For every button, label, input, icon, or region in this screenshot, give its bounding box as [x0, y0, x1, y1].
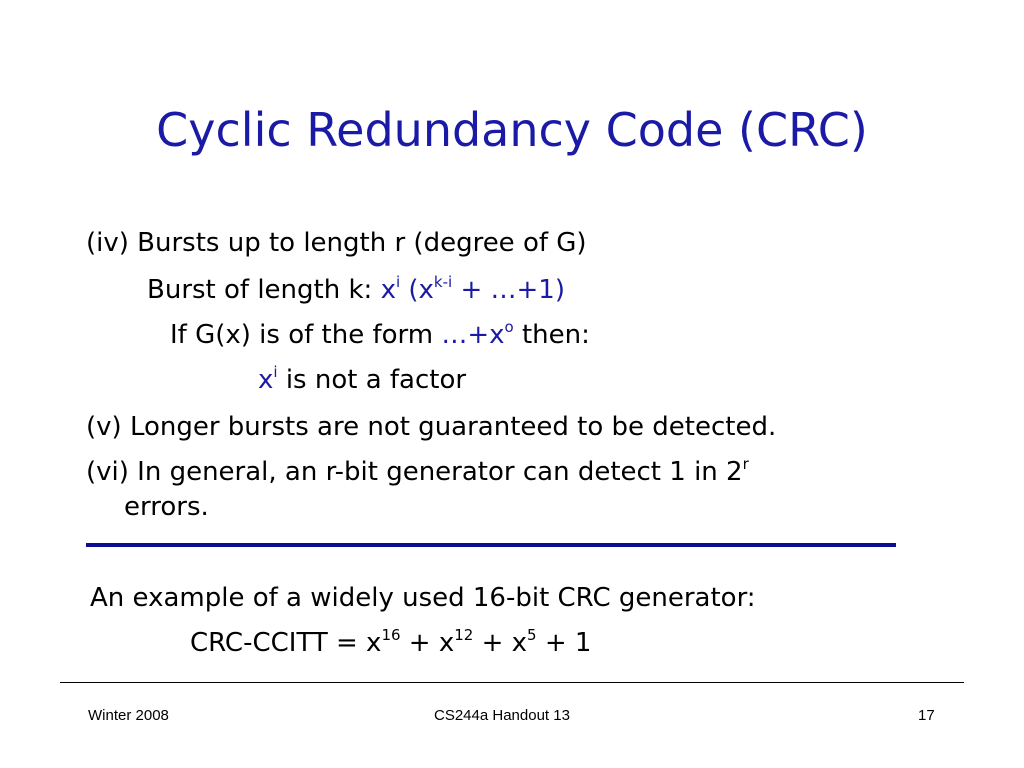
not-factor-text: is not a factor	[277, 365, 467, 395]
burst-exponent-ki: k-i	[433, 273, 453, 291]
crc-exponent-5: 5	[527, 626, 537, 644]
crc-term-plus-2: + x	[473, 628, 528, 658]
generator-form-line	[170, 319, 590, 351]
not-factor-exponent: i	[273, 363, 278, 381]
burst-length-line	[147, 274, 565, 306]
example-intro: An example of a widely used 16-bit CRC generator:	[90, 583, 756, 613]
bullet-vi-exponent: r	[742, 455, 749, 473]
burst-length-label: Burst of length k:	[147, 275, 381, 305]
footer-handout: CS244a Handout 13	[434, 707, 570, 724]
bullet-vi	[86, 456, 749, 488]
crc-term-constant: + 1	[536, 628, 592, 658]
crc-term-plus-1: + x	[400, 628, 455, 658]
burst-rest: + …+1)	[452, 275, 565, 305]
burst-x: x	[380, 275, 396, 305]
burst-paren: (x	[400, 275, 434, 305]
crc-exponent-12: 12	[454, 626, 474, 644]
generator-form-then: then:	[513, 320, 590, 350]
crc-ccitt-formula	[190, 627, 591, 659]
bullet-vi-continuation: errors.	[124, 492, 209, 522]
bullet-vi-text: (vi) In general, an r-bit generator can detect 1 in 2	[86, 457, 743, 487]
not-factor-x: x	[258, 365, 274, 395]
slide-title: Cyclic Redundancy Code (CRC)	[156, 103, 868, 157]
crc-exponent-16: 16	[381, 626, 401, 644]
burst-exponent-i: i	[395, 273, 401, 291]
footer-page-number: 17	[918, 707, 935, 724]
bullet-v: (v) Longer bursts are not guaranteed to be detected.	[86, 412, 777, 442]
generator-form-x: …+x	[441, 320, 505, 350]
generator-form-exponent: o	[504, 318, 514, 336]
bullet-iv: (iv) Bursts up to length r (degree of G)	[86, 228, 587, 258]
generator-form-expression	[441, 320, 513, 350]
not-factor-expression	[258, 365, 278, 395]
not-factor-line	[258, 364, 466, 396]
section-divider	[86, 543, 896, 547]
crc-ccitt-label: CRC-CCITT = x	[190, 628, 382, 658]
burst-expression	[381, 275, 565, 305]
footer-date: Winter 2008	[88, 707, 169, 724]
footer-divider	[60, 682, 964, 683]
generator-form-label: If G(x) is of the form	[170, 320, 442, 350]
